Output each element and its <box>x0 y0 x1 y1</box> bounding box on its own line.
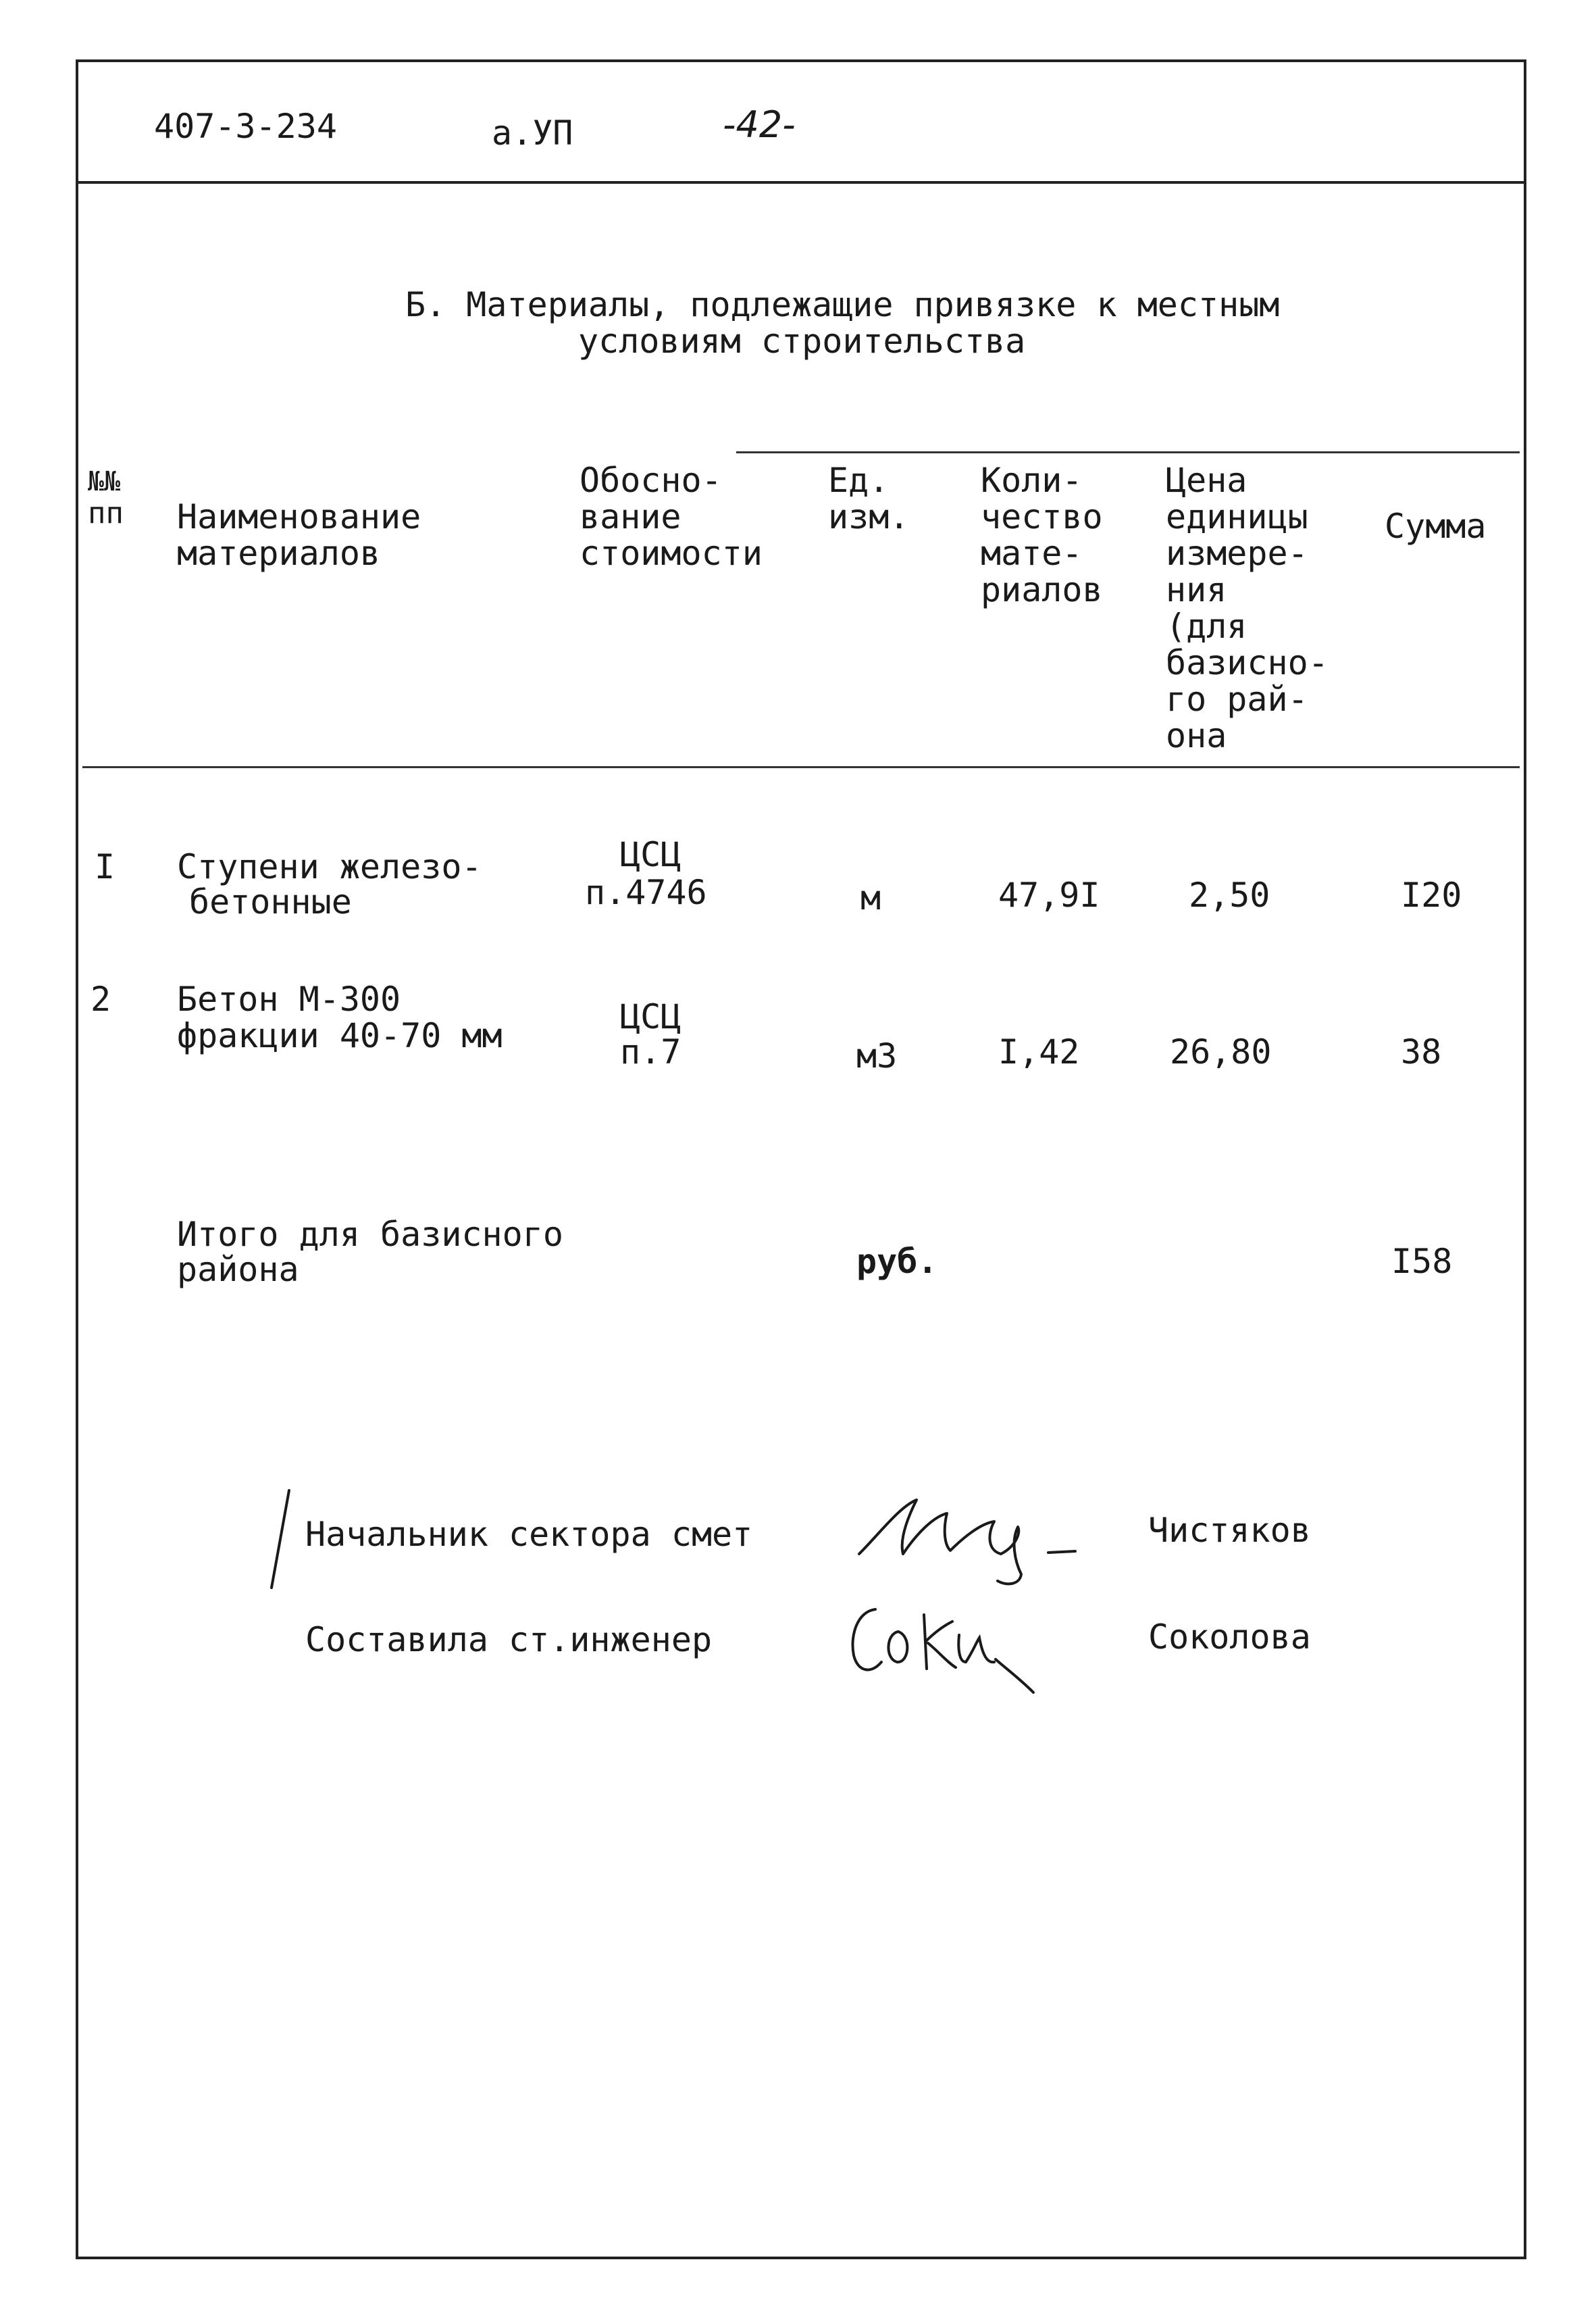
row-sum: 38 <box>1401 1032 1442 1072</box>
row-name-line1: Бетон М-300 <box>177 980 401 1019</box>
album-label: а.УП <box>492 114 573 153</box>
row-qty: I,42 <box>998 1032 1080 1072</box>
row-name-line2: фракции 40-70 мм <box>177 1016 503 1055</box>
section-title-line2: условиям строительства <box>578 322 1026 361</box>
row-unit: м <box>860 878 881 917</box>
total-unit: руб. <box>856 1242 938 1281</box>
signatory-role-2: Составила ст.инженер <box>305 1620 713 1659</box>
table-header-bottom-rule <box>82 766 1520 768</box>
row-basis-line1: ЦСЦ <box>620 997 681 1036</box>
row-basis-line2: п.7 <box>620 1032 681 1072</box>
row-sum: I20 <box>1401 876 1462 915</box>
total-label-line2: района <box>177 1250 299 1289</box>
row-unit: м3 <box>856 1036 898 1076</box>
row-price: 2,50 <box>1189 876 1270 915</box>
row-name-line2: бетонные <box>189 882 352 922</box>
row-num: I <box>95 847 115 886</box>
header-divider <box>76 181 1526 184</box>
row-num: 2 <box>91 980 111 1019</box>
total-label-line1: Итого для базисного <box>177 1215 563 1254</box>
signatory-role-1: Начальник сектора смет <box>305 1515 753 1554</box>
row-name-line1: Ступени железо- <box>177 847 482 886</box>
row-qty: 47,9I <box>998 876 1100 915</box>
row-basis-line2: п.4746 <box>585 873 707 912</box>
signatory-name-2: Соколова <box>1148 1617 1311 1657</box>
margin-slash-mark <box>266 1486 293 1594</box>
row-basis-line1: ЦСЦ <box>620 835 681 874</box>
table-top-rule <box>736 451 1520 453</box>
page-number: -42- <box>723 103 796 146</box>
handwritten-signature-1 <box>852 1486 1109 1588</box>
section-title-line1: Б. Материалы, подлежащие привязке к местным <box>405 285 1280 324</box>
document-code: 407-3-234 <box>154 107 337 146</box>
row-price: 26,80 <box>1170 1032 1272 1072</box>
handwritten-signature-2 <box>844 1594 1060 1709</box>
page-frame <box>76 59 1526 2259</box>
signatory-name-1: Чистяков <box>1148 1511 1311 1550</box>
total-sum: I58 <box>1391 1242 1453 1281</box>
